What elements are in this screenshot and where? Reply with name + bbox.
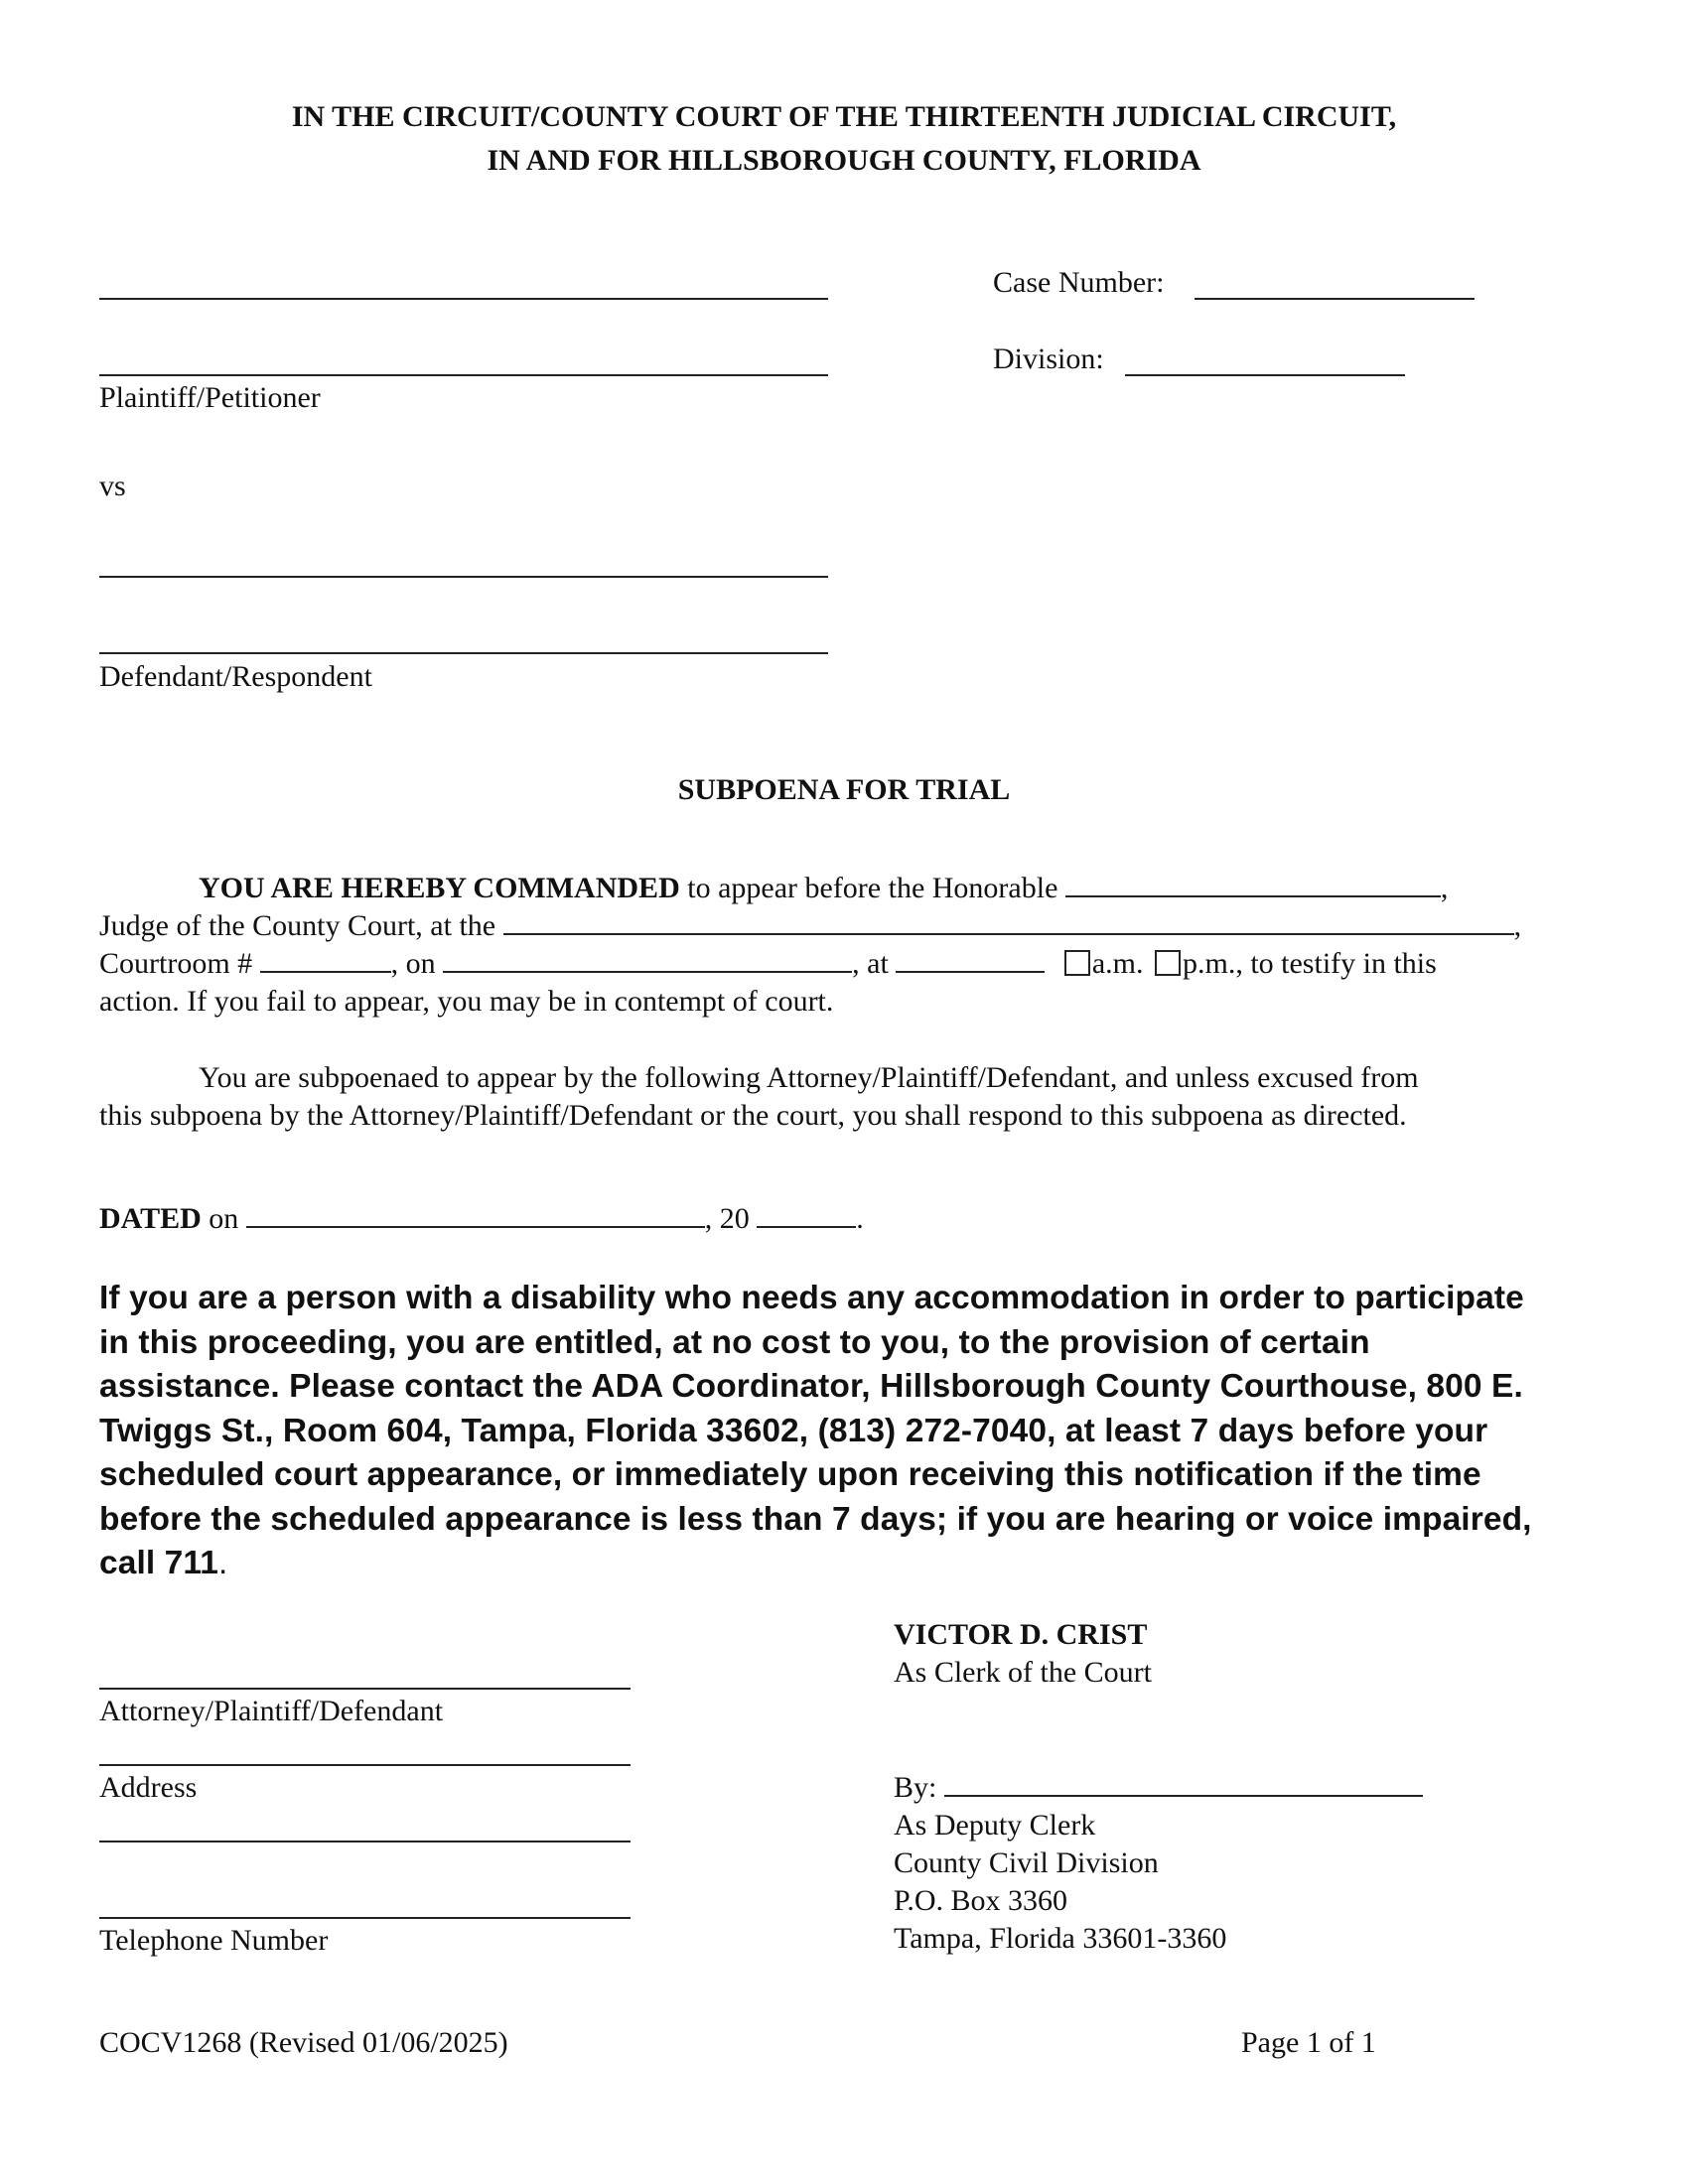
address-label: Address [99, 1771, 198, 1804]
case-number-field[interactable] [1195, 298, 1475, 300]
attorney-label: Attorney/Plaintiff/Defendant [99, 1695, 444, 1727]
clerk-role: As Clerk of the Court [894, 1656, 1152, 1689]
courtroom-label: Courtroom # [99, 947, 253, 980]
address-line-2[interactable] [99, 1841, 631, 1843]
vs-label: vs [99, 470, 126, 502]
ada-line-1: If you are a person with a disability who needs any accommodation in order to participate [99, 1280, 1524, 1316]
dated-period: . [856, 1202, 864, 1235]
command-line-3 [99, 945, 1437, 983]
command-line-2 [99, 907, 1521, 945]
dated-year-field[interactable] [757, 1200, 856, 1228]
plaintiff-label: Plaintiff/Petitioner [99, 381, 321, 414]
clerk-name: VICTOR D. CRIST [894, 1618, 1148, 1651]
pm-checkbox[interactable] [1155, 950, 1181, 976]
county-civil-division: County Civil Division [894, 1846, 1159, 1879]
comma-2: , [1513, 909, 1522, 942]
address-line-1[interactable] [99, 1764, 631, 1766]
court-header-line2: IN AND FOR HILLSBOROUGH COUNTY, FLORIDA [487, 144, 1201, 177]
deputy-clerk-label: As Deputy Clerk [894, 1809, 1096, 1842]
document-title: SUBPOENA FOR TRIAL [677, 773, 1011, 806]
clerk-city: Tampa, Florida 33601-3360 [894, 1922, 1227, 1955]
division-field[interactable] [1125, 374, 1405, 376]
court-header-line1: IN THE CIRCUIT/COUNTY COURT OF THE THIRTEENTH JUDICIAL CIRCUIT, [291, 100, 1397, 133]
at-label: , at [852, 947, 889, 980]
page-number: Page 1 of 1 [1241, 2026, 1376, 2059]
ada-notice [99, 1277, 1609, 1586]
on-label: , on [390, 947, 436, 980]
dated-line [99, 1200, 864, 1238]
pm-label: p.m., to testify in this [1182, 947, 1437, 980]
court-location-field[interactable] [503, 907, 1514, 935]
time-field[interactable] [896, 945, 1045, 973]
ada-line-5: scheduled court appearance, or immediately upon receiving this notification if the time [99, 1456, 1481, 1493]
ada-line-7-end: . [218, 1545, 228, 1581]
command-line-4: action. If you fail to appear, you may be in contempt of court. [99, 985, 834, 1018]
defendant-label: Defendant/Respondent [99, 660, 372, 693]
ada-line-6: before the scheduled appearance is less than 7 days; if you are hearing or voice impaired, [99, 1500, 1532, 1538]
am-checkbox[interactable] [1064, 950, 1090, 976]
dated-year-prefix: , 20 [704, 1202, 750, 1235]
telephone-label: Telephone Number [99, 1924, 329, 1957]
telephone-line[interactable] [99, 1917, 631, 1919]
by-label: By: [894, 1771, 937, 1804]
am-label: a.m. [1091, 947, 1144, 980]
honorable-judge-field[interactable] [1065, 870, 1441, 897]
command-line-1 [199, 870, 1448, 907]
ada-line-7-text: call 711 [99, 1545, 219, 1581]
command-text-1: to appear before the Honorable [679, 872, 1058, 904]
case-number-label: Case Number: [993, 266, 1165, 299]
ada-line-2: in this proceeding, you are entitled, at no cost to you, to the provision of certain [99, 1323, 1370, 1361]
form-id: COCV1268 (Revised 01/06/2025) [99, 2026, 508, 2059]
attorney-signature-line[interactable] [99, 1688, 631, 1690]
division-label: Division: [993, 342, 1104, 375]
by-line [894, 1769, 1423, 1807]
deputy-signature-field[interactable] [944, 1769, 1423, 1797]
courtroom-field[interactable] [260, 945, 391, 973]
command-text-2: Judge of the County Court, at the [99, 909, 496, 942]
plaintiff-line-1[interactable] [99, 298, 828, 300]
ada-line-3: assistance. Please contact the ADA Coordinator, Hillsborough County Courthouse, 800 E. [99, 1368, 1523, 1405]
comma-1: , [1440, 872, 1449, 904]
defendant-line-1[interactable] [99, 576, 828, 578]
date-field[interactable] [443, 945, 852, 973]
ada-line-4: Twiggs St., Room 604, Tampa, Florida 33602, (813) 272-7040, at least 7 days before your [99, 1412, 1488, 1449]
subpoenaed-line-1: You are subpoenaed to appear by the following Attorney/Plaintiff/Defendant, and unless excused from [199, 1061, 1419, 1094]
command-lead: YOU ARE HEREBY COMMANDED [199, 872, 680, 904]
dated-day-field[interactable] [246, 1200, 705, 1228]
plaintiff-line-2[interactable] [99, 374, 828, 376]
po-box: P.O. Box 3360 [894, 1884, 1068, 1917]
dated-label: DATED [99, 1202, 202, 1235]
ada-line-7 [99, 1542, 1609, 1586]
dated-on: on [201, 1202, 239, 1235]
subpoenaed-line-2: this subpoena by the Attorney/Plaintiff/Defendant or the court, you shall respond to this subpoena as directed. [99, 1099, 1407, 1132]
defendant-line-2[interactable] [99, 652, 828, 654]
